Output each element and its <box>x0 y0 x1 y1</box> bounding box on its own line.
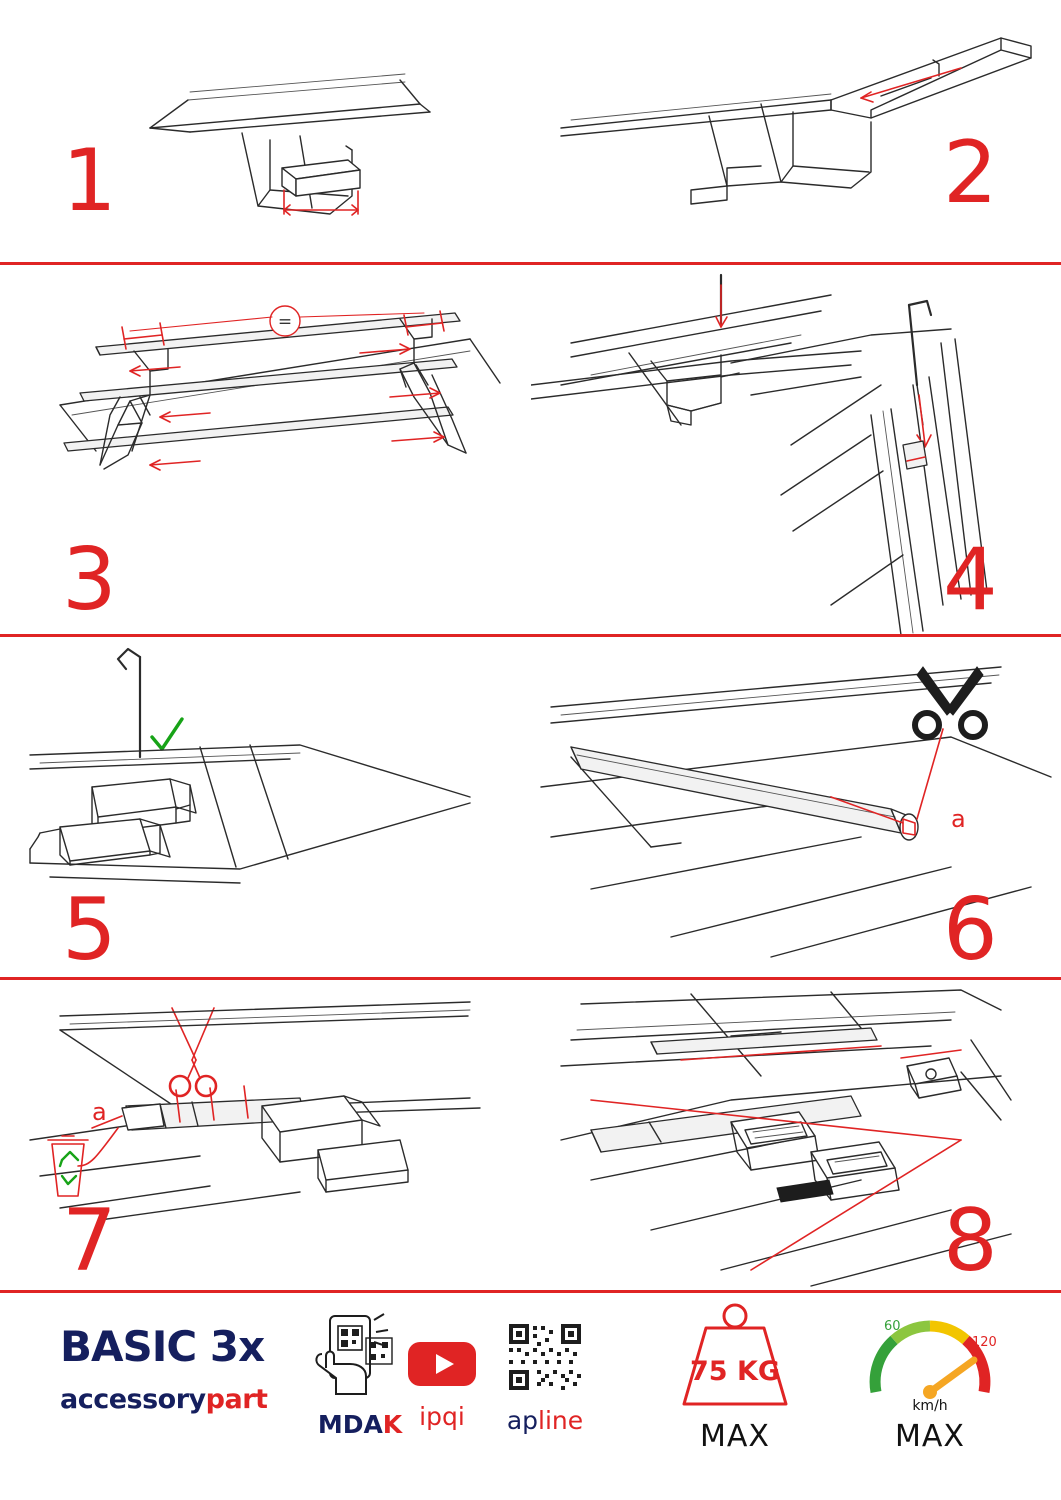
scissors-icon-red <box>170 1008 216 1096</box>
brand-name-second: part <box>205 1384 268 1415</box>
logo-caption-apline <box>480 1406 610 1435</box>
step-panel-4 <box>531 265 1061 635</box>
recycle-bin-icon <box>48 1136 88 1196</box>
logo-ipqi[interactable] <box>400 1310 484 1431</box>
mdak-caption-a: MDA <box>317 1410 383 1439</box>
step-number-7: 7 <box>62 1191 115 1290</box>
step-number-6: 6 <box>943 880 996 977</box>
step-number-3: 3 <box>62 530 115 630</box>
speedometer-icon <box>850 1300 1010 1415</box>
step-number-2: 2 <box>943 123 996 223</box>
step-panel-2 <box>531 0 1061 262</box>
step-panel-7 <box>0 980 530 1290</box>
label-a-step6: a <box>951 805 966 833</box>
step-panel-5 <box>0 637 530 977</box>
step-panel-3 <box>0 265 530 635</box>
footer <box>0 1290 1061 1500</box>
step-number-4: 4 <box>943 530 996 630</box>
brand-name <box>60 1386 290 1413</box>
step-number-8: 8 <box>943 1191 996 1290</box>
mdak-caption-b: K <box>382 1410 403 1439</box>
label-a-step7: a <box>92 1098 107 1126</box>
equal-sign-label: = <box>277 312 293 332</box>
model-name: BASIC 3x <box>60 1322 265 1371</box>
speed-tick-min: 60 <box>884 1319 901 1334</box>
apline-caption-a: ap <box>506 1406 539 1435</box>
weight-icon <box>660 1300 810 1415</box>
max-load-value: 75 KG <box>689 1356 781 1387</box>
speed-unit: km/h <box>912 1398 948 1414</box>
logo-caption-ipqi: ipqi <box>419 1402 465 1431</box>
step-panel-8 <box>531 980 1061 1290</box>
max-speed-label: MAX <box>895 1419 965 1454</box>
brand-name-first: accessory <box>60 1384 206 1415</box>
step-number-5: 5 <box>62 880 115 977</box>
max-load-label: MAX <box>700 1419 770 1454</box>
step-number-1: 1 <box>62 131 115 231</box>
speed-tick-max: 120 <box>972 1335 997 1350</box>
qr-code-icon <box>480 1316 610 1398</box>
step-panel-1 <box>0 0 530 262</box>
brand-block <box>60 1322 290 1415</box>
step-panel-6 <box>531 637 1061 977</box>
max-speed-block <box>850 1300 1010 1454</box>
scissors-icon <box>915 667 985 737</box>
apline-caption-b: line <box>538 1406 584 1435</box>
max-load-block <box>660 1300 810 1454</box>
logo-apline[interactable] <box>480 1316 610 1435</box>
